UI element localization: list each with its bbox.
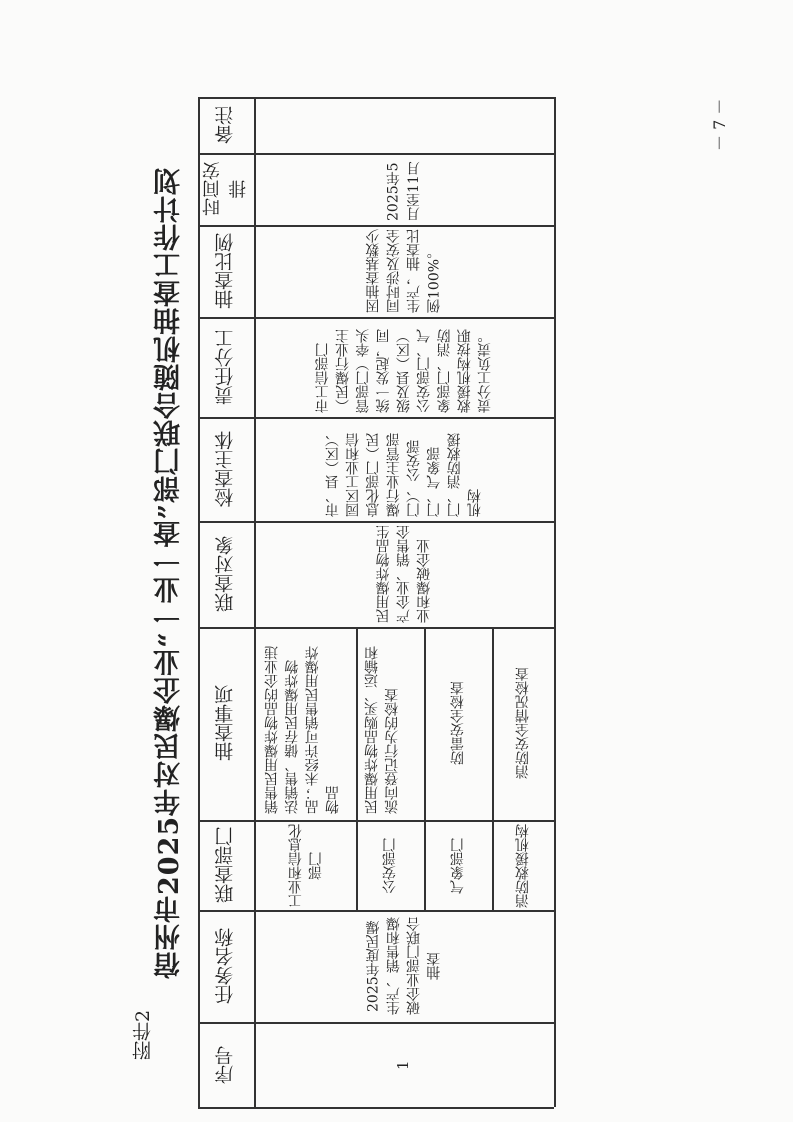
cell-dept-weather: 气象部门	[449, 838, 466, 894]
cell-seq: 1	[394, 1060, 413, 1070]
header-time: 时间安排	[201, 162, 249, 216]
header-dept: 联查部门	[214, 827, 237, 903]
cell-dept-fire: 消防救援机构	[514, 824, 531, 908]
header-seq: 序号	[214, 1046, 237, 1084]
header-task: 任务名称	[214, 928, 237, 1004]
cell-item-weather: 防雷安全检查	[449, 681, 466, 766]
cell-ratio: 因抽查基数少同时涉及安全生产，抽查比例100%。	[365, 229, 443, 313]
page-title: 宿州市2025年对民爆企业“一业一查”部门联合随机抽查工作计划	[154, 166, 185, 979]
header-remark: 备注	[214, 106, 237, 144]
header-ratio: 抽查比例	[214, 233, 237, 309]
cell-duty: 市工信部门（民爆行业主管部门）牵头统一发起，同级及县（区）公安部门、气象部门、消防救援机构按职责分工负责。	[314, 329, 494, 413]
header-duty: 责任分工	[214, 329, 237, 405]
cell-subject: 市、县（区）、园区工业和信息化部门（民爆行业主管部门）、公安部门、气象部门、消防救援机构	[324, 426, 483, 517]
header-object: 联查对象	[214, 536, 237, 612]
cell-dept-industry: 工业和信息化部门	[287, 824, 324, 908]
cell-item-industry: 销售民用爆炸物品的企业违法销售、储存民用爆炸物品；未经许可销售民用爆炸物品	[264, 646, 341, 814]
cell-time: 2025年5月至11月	[385, 161, 422, 221]
cell-dept-police: 公安部门	[381, 838, 398, 894]
attachment-label: 附件2	[132, 1009, 154, 1061]
cell-remark	[258, 101, 550, 149]
cell-item-fire: 消防安全情况检查	[514, 667, 531, 780]
cell-item-police: 民用爆炸物品购买、运输和流向登记行为的检查	[364, 646, 401, 814]
page-number: － 7 －	[710, 98, 729, 152]
header-subject: 检查主体	[214, 431, 237, 507]
header-items: 抽查事项	[214, 685, 237, 762]
cell-task: 2025年度民爆生产、销售和爆破企业部门联合抽查	[365, 917, 443, 1015]
cell-object: 民用爆炸物品生产企业、销售企业和爆破企业	[375, 525, 433, 623]
